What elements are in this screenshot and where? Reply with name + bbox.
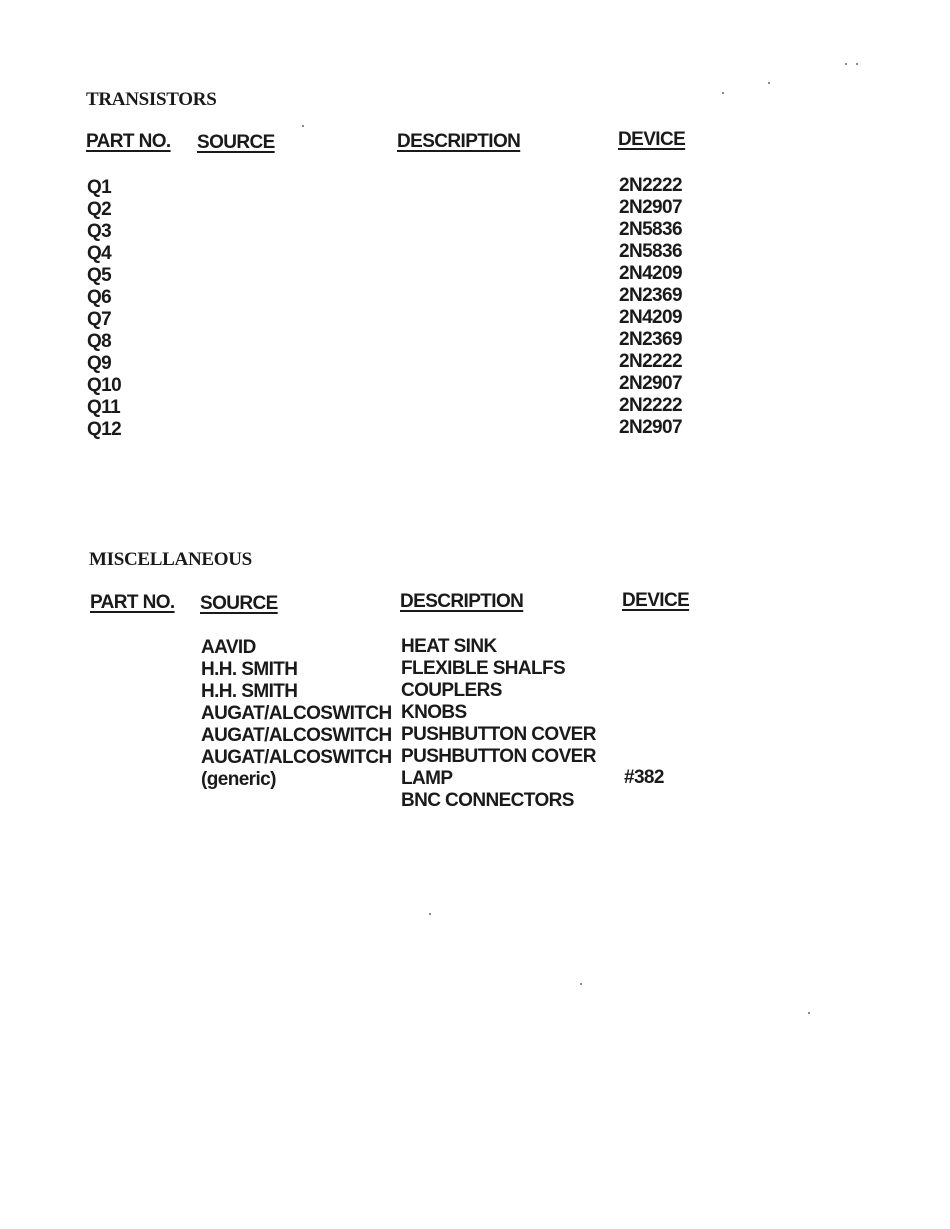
transistor-device: 2N2907 — [619, 197, 682, 218]
transistor-device: 2N5836 — [619, 241, 682, 262]
transistors-header-part-no: PART NO. — [86, 131, 171, 152]
scan-speck — [768, 82, 770, 84]
transistor-part-no: Q7 — [87, 309, 112, 330]
misc-header-device: DEVICE — [622, 590, 690, 611]
misc-description: COUPLERS — [401, 680, 502, 701]
misc-header-part-no: PART NO. — [90, 592, 175, 613]
transistors-header-device: DEVICE — [618, 129, 686, 150]
misc-source: H.H. SMITH — [201, 681, 298, 702]
transistor-device: 2N4209 — [619, 307, 682, 328]
misc-header-description: DESCRIPTION — [400, 591, 524, 612]
transistor-part-no: Q1 — [87, 177, 112, 198]
transistor-device: 2N2369 — [619, 329, 682, 350]
transistor-device: 2N2907 — [619, 373, 682, 394]
misc-description: KNOBS — [401, 702, 467, 723]
scan-speck — [808, 1012, 810, 1014]
transistor-device: 2N2222 — [619, 395, 682, 416]
transistor-part-no: Q4 — [87, 243, 112, 264]
scan-speck — [429, 913, 431, 915]
scan-speck — [722, 92, 724, 94]
transistor-device: 2N2907 — [619, 417, 682, 438]
transistor-part-no: Q9 — [87, 353, 112, 374]
misc-device: #382 — [624, 767, 664, 788]
transistor-device: 2N5836 — [619, 219, 682, 240]
misc-description: FLEXIBLE SHALFS — [401, 658, 566, 679]
transistor-part-no: Q3 — [87, 221, 112, 242]
misc-description: LAMP — [401, 768, 453, 789]
misc-description: PUSHBUTTON COVER — [401, 746, 596, 767]
transistors-header-description: DESCRIPTION — [397, 131, 521, 152]
transistor-part-no: Q2 — [87, 199, 112, 220]
misc-description: BNC CONNECTORS — [401, 790, 574, 811]
scan-speck — [580, 983, 582, 985]
transistor-device: 2N2222 — [619, 175, 682, 196]
scan-speck — [856, 63, 858, 65]
transistors-header-source: SOURCE — [197, 132, 275, 153]
transistor-part-no: Q12 — [87, 419, 122, 440]
misc-header-source: SOURCE — [200, 593, 278, 614]
misc-source: AAVID — [201, 637, 256, 658]
transistor-part-no: Q5 — [87, 265, 112, 286]
transistor-part-no: Q8 — [87, 331, 112, 352]
miscellaneous-section-title: MISCELLANEOUS — [89, 549, 252, 570]
misc-source: H.H. SMITH — [201, 659, 298, 680]
misc-source: AUGAT/ALCOSWITCH — [201, 703, 392, 724]
transistor-device: 2N2222 — [619, 351, 682, 372]
transistor-part-no: Q6 — [87, 287, 112, 308]
scan-speck — [845, 63, 847, 65]
misc-description: HEAT SINK — [401, 636, 497, 657]
transistor-device: 2N4209 — [619, 263, 682, 284]
misc-description: PUSHBUTTON COVER — [401, 724, 596, 745]
scan-speck — [302, 125, 304, 127]
misc-source: AUGAT/ALCOSWITCH — [201, 747, 392, 768]
transistors-section-title: TRANSISTORS — [86, 89, 217, 110]
misc-source: AUGAT/ALCOSWITCH — [201, 725, 392, 746]
misc-source: (generic) — [201, 769, 276, 790]
transistor-device: 2N2369 — [619, 285, 682, 306]
transistor-part-no: Q11 — [87, 397, 121, 418]
transistor-part-no: Q10 — [87, 375, 122, 396]
